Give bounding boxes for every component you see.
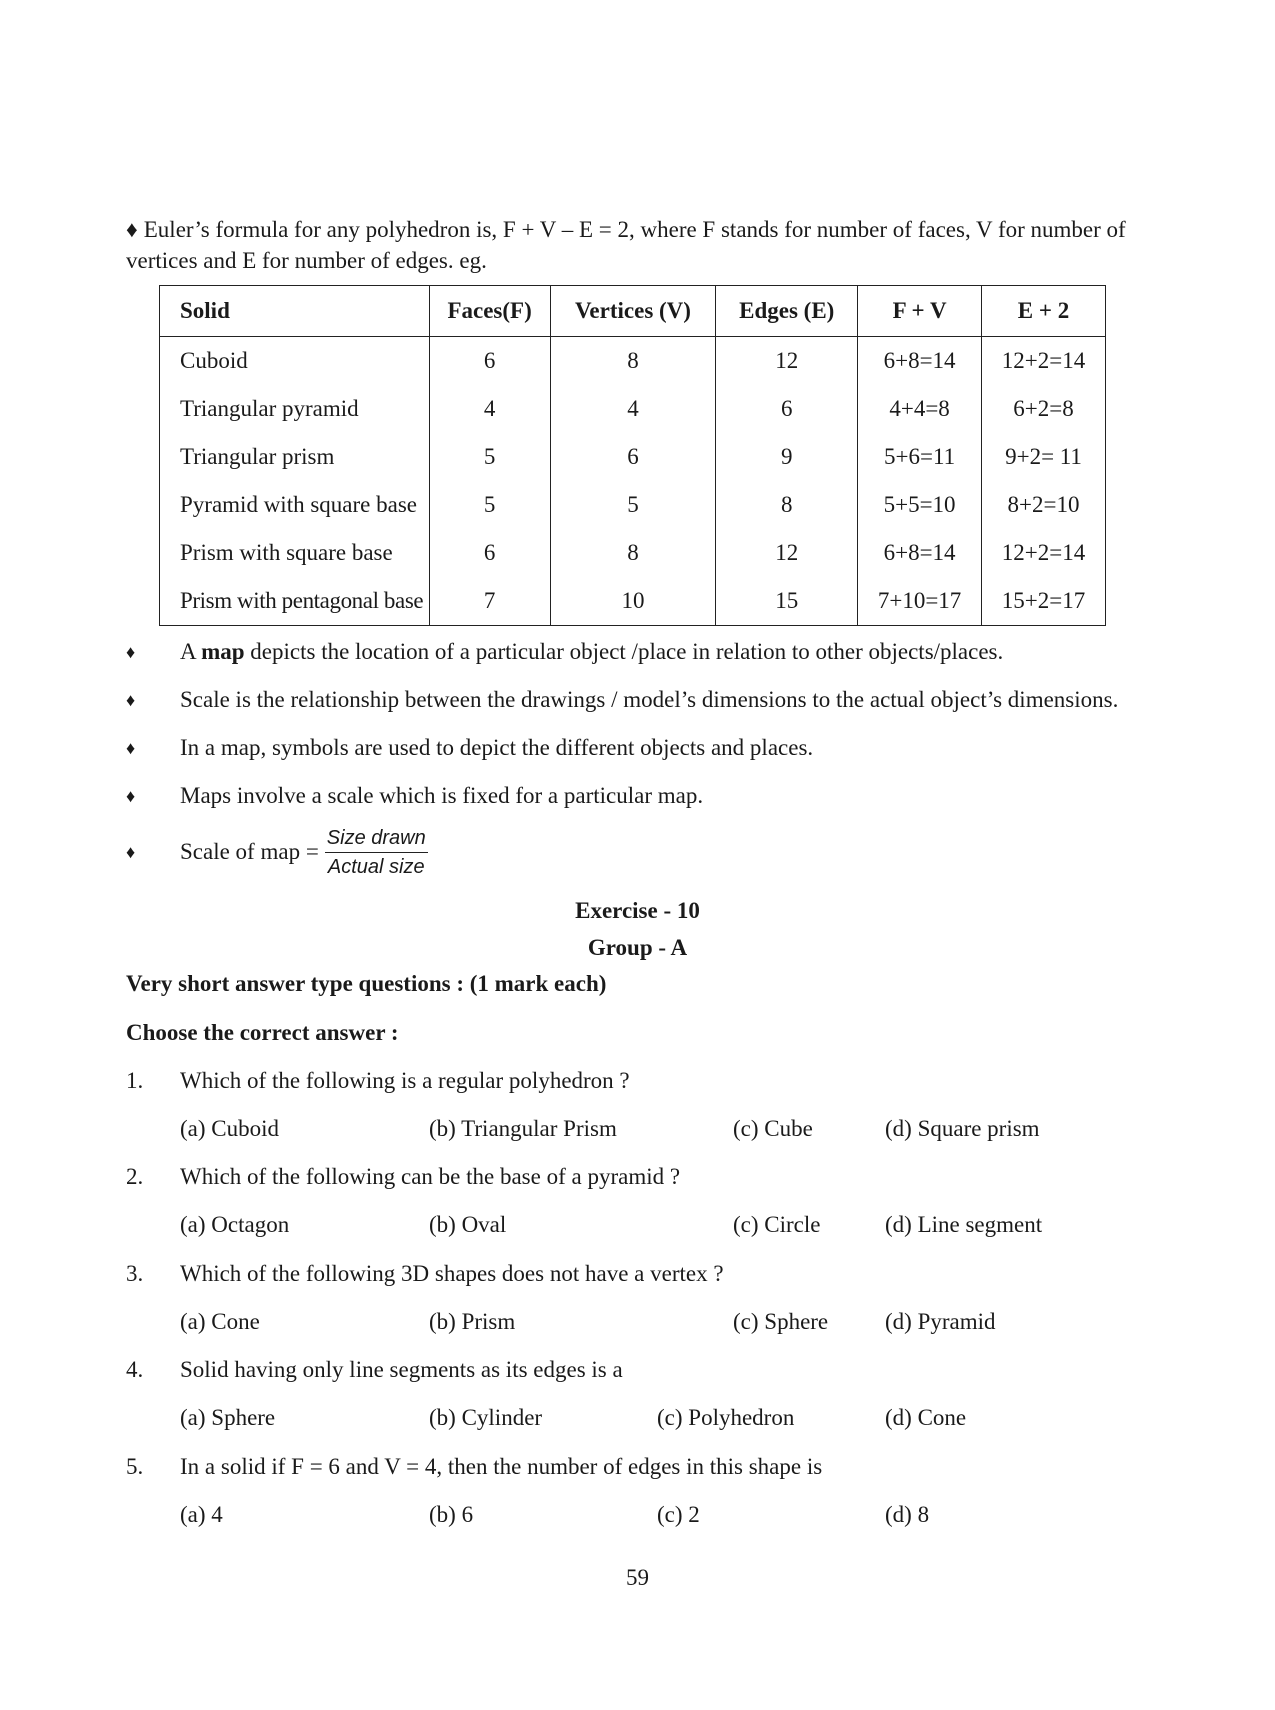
bullet-text: Maps involve a scale which is fixed for a particular map. [180, 783, 704, 808]
question-number: 4. [126, 1357, 144, 1382]
question-number: 5. [126, 1454, 144, 1479]
option-c[interactable]: (c) Cube [733, 1116, 813, 1141]
cell-edges: 6 [716, 385, 858, 433]
cell-vertices: 8 [550, 529, 716, 577]
scale-formula [180, 820, 428, 884]
cell-faces: 5 [429, 433, 550, 481]
cell-e-plus-2: 6+2=8 [982, 385, 1106, 433]
header-edges: Edges (E) [716, 286, 858, 337]
key-points-list [126, 628, 1146, 884]
option-b[interactable]: (b) Oval [429, 1212, 507, 1237]
option-c[interactable]: (c) Polyhedron [657, 1405, 795, 1430]
cell-edges: 9 [716, 433, 858, 481]
question-text: In a solid if F = 6 and V = 4, then the number of edges in this shape is [180, 1454, 823, 1479]
table-header-row [160, 286, 1106, 337]
cell-vertices: 10 [550, 577, 716, 626]
option-d[interactable]: (d) Pyramid [885, 1309, 996, 1334]
cell-faces: 6 [429, 529, 550, 577]
fraction-numerator: Size drawn [325, 826, 428, 853]
diamond-bullet-icon: ♦ [126, 842, 136, 862]
bullet-text: In a map, symbols are used to depict the different objects and places. [180, 735, 814, 760]
table-row [160, 337, 1106, 386]
table-row [160, 433, 1106, 481]
euler-table [159, 285, 1106, 626]
list-item [126, 820, 1146, 884]
table-row [160, 385, 1106, 433]
cell-vertices: 8 [550, 337, 716, 386]
list-item [126, 724, 1146, 772]
question-number: 2. [126, 1164, 144, 1189]
diamond-bullet-icon: ♦ [126, 786, 136, 806]
scale-fraction [325, 826, 428, 879]
question-text: Which of the following 3D shapes does not have a vertex ? [180, 1261, 724, 1286]
table-row [160, 481, 1106, 529]
cell-solid: Pyramid with square base [160, 481, 430, 529]
scale-label: Scale of map = [180, 839, 319, 864]
option-b[interactable]: (b) 6 [429, 1502, 474, 1527]
cell-e-plus-2: 9+2= 11 [982, 433, 1106, 481]
group-title: Group - A [587, 935, 688, 960]
exercise-title: Exercise - 10 [575, 898, 700, 923]
cell-f-plus-v: 5+5=10 [858, 481, 982, 529]
cell-f-plus-v: 4+4=8 [858, 385, 982, 433]
diamond-bullet-icon: ♦ [126, 738, 136, 758]
cell-e-plus-2: 12+2=14 [982, 529, 1106, 577]
option-d[interactable]: (d) Line segment [885, 1212, 1043, 1237]
option-b[interactable]: (b) Triangular Prism [429, 1116, 617, 1141]
cell-solid: Prism with pentagonal base [160, 577, 430, 626]
option-c[interactable]: (c) Circle [733, 1212, 821, 1237]
cell-e-plus-2: 15+2=17 [982, 577, 1106, 626]
cell-faces: 6 [429, 337, 550, 386]
section-title: Very short answer type questions : (1 mark each) [126, 971, 607, 996]
cell-vertices: 5 [550, 481, 716, 529]
question-text: Solid having only line segments as its edges is a [180, 1357, 623, 1382]
cell-f-plus-v: 6+8=14 [858, 337, 982, 386]
map-term: map [201, 639, 245, 664]
fraction-denominator: Actual size [327, 855, 425, 878]
cell-f-plus-v: 6+8=14 [858, 529, 982, 577]
option-a[interactable]: (a) Octagon [180, 1212, 290, 1237]
cell-vertices: 6 [550, 433, 716, 481]
cell-solid: Triangular pyramid [160, 385, 430, 433]
cell-e-plus-2: 12+2=14 [982, 337, 1106, 386]
instruction-text: Choose the correct answer : [126, 1020, 399, 1045]
question-text: Which of the following can be the base of a pyramid ? [180, 1164, 681, 1189]
cell-edges: 12 [716, 529, 858, 577]
cell-f-plus-v: 7+10=17 [858, 577, 982, 626]
cell-f-plus-v: 5+6=11 [858, 433, 982, 481]
list-item [126, 772, 1146, 820]
diamond-bullet-icon: ♦ [126, 642, 136, 662]
header-solid: Solid [160, 286, 430, 337]
header-f-plus-v: F + V [858, 286, 982, 337]
question-text: Which of the following is a regular polyhedron ? [180, 1068, 630, 1093]
option-a[interactable]: (a) Sphere [180, 1405, 276, 1430]
diamond-bullet-icon: ♦ [126, 217, 138, 242]
cell-e-plus-2: 8+2=10 [982, 481, 1106, 529]
euler-intro [126, 214, 1136, 276]
cell-solid: Prism with square base [160, 529, 430, 577]
header-e-plus-2: E + 2 [982, 286, 1106, 337]
list-item [126, 628, 1146, 676]
diamond-bullet-icon: ♦ [126, 690, 136, 710]
option-b[interactable]: (b) Prism [429, 1309, 516, 1334]
cell-solid: Cuboid [160, 337, 430, 386]
option-d[interactable]: (d) Cone [885, 1405, 967, 1430]
cell-solid: Triangular prism [160, 433, 430, 481]
cell-faces: 4 [429, 385, 550, 433]
cell-faces: 5 [429, 481, 550, 529]
option-a[interactable]: (a) 4 [180, 1502, 223, 1527]
option-d[interactable]: (d) Square prism [885, 1116, 1040, 1141]
header-vertices: Vertices (V) [550, 286, 716, 337]
option-d[interactable]: (d) 8 [885, 1502, 930, 1527]
bullet-text: A map depicts the location of a particular object /place in relation to other objects/places. [180, 639, 1004, 664]
option-a[interactable]: (a) Cuboid [180, 1116, 280, 1141]
table-row [160, 529, 1106, 577]
table-row [160, 577, 1106, 626]
euler-intro-text: Euler’s formula for any polyhedron is, F + V – E = 2, where F stands for number of faces, V for number of vertices and E for number of edges. eg. [126, 217, 1126, 273]
page-number: 59 [626, 1565, 649, 1590]
cell-edges: 12 [716, 337, 858, 386]
cell-edges: 8 [716, 481, 858, 529]
cell-edges: 15 [716, 577, 858, 626]
option-b[interactable]: (b) Cylinder [429, 1405, 543, 1430]
list-item [126, 676, 1146, 724]
cell-vertices: 4 [550, 385, 716, 433]
cell-faces: 7 [429, 577, 550, 626]
bullet-text: Scale is the relationship between the drawings / model’s dimensions to the actual object’s dimensions. [180, 687, 1119, 712]
option-c[interactable]: (c) Sphere [733, 1309, 829, 1334]
header-faces: Faces(F) [429, 286, 550, 337]
question-number: 3. [126, 1261, 144, 1286]
option-c[interactable]: (c) 2 [657, 1502, 700, 1527]
question-number: 1. [126, 1068, 144, 1093]
option-a[interactable]: (a) Cone [180, 1309, 260, 1334]
